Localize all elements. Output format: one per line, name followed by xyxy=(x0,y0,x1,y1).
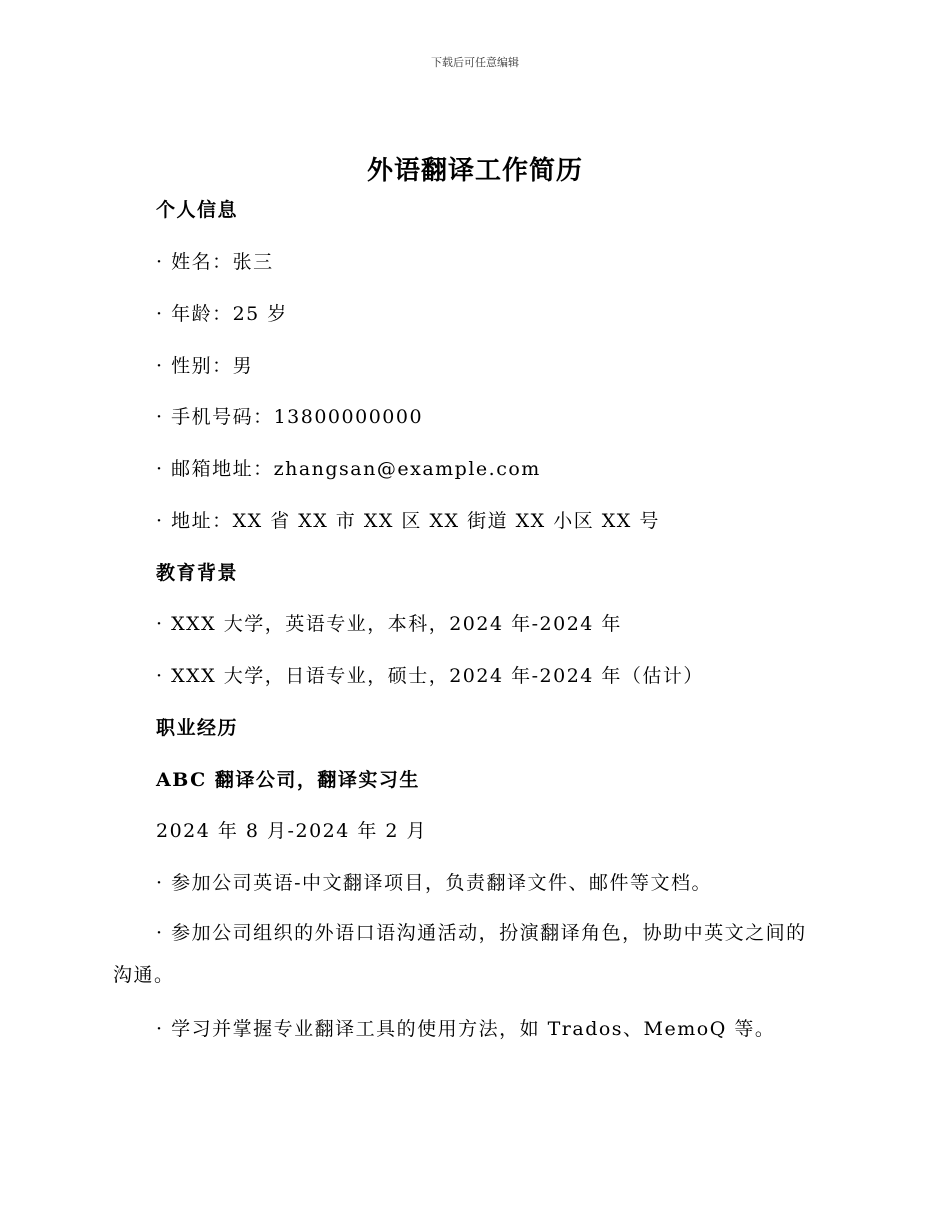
section-heading-education: 教育背景 xyxy=(156,562,239,584)
personal-name: · 姓名：张三 xyxy=(156,251,274,273)
header-note: 下载后可任意编辑 xyxy=(431,56,519,69)
personal-address: · 地址：XX 省 XX 市 XX 区 XX 街道 XX 小区 XX 号 xyxy=(156,510,660,532)
education-item: · XXX 大学，日语专业，硕士，2024 年-2024 年（估计） xyxy=(156,665,704,687)
personal-gender: · 性别：男 xyxy=(156,355,254,377)
experience-period: 2024 年 8 月-2024 年 2 月 xyxy=(156,820,428,842)
personal-phone: · 手机号码：13800000000 xyxy=(156,406,424,428)
section-heading-experience: 职业经历 xyxy=(156,717,239,739)
section-heading-personal: 个人信息 xyxy=(156,199,239,221)
experience-item: · 学习并掌握专业翻译工具的使用方法，如 Trados、MemoQ 等。 xyxy=(156,1018,776,1040)
experience-item: · 参加公司英语-中文翻译项目，负责翻译文件、邮件等文档。 xyxy=(156,872,713,894)
page-title: 外语翻译工作简历 xyxy=(366,156,583,186)
education-item: · XXX 大学，英语专业，本科，2024 年-2024 年 xyxy=(156,613,622,635)
personal-age: · 年龄：25 岁 xyxy=(156,303,288,325)
experience-item: · 参加公司组织的外语口语沟通活动，扮演翻译角色，协助中英文之间的沟通。 xyxy=(113,922,807,986)
experience-company-role: ABC 翻译公司，翻译实习生 xyxy=(156,769,420,791)
personal-email: · 邮箱地址：zhangsan@example.com xyxy=(156,458,541,480)
